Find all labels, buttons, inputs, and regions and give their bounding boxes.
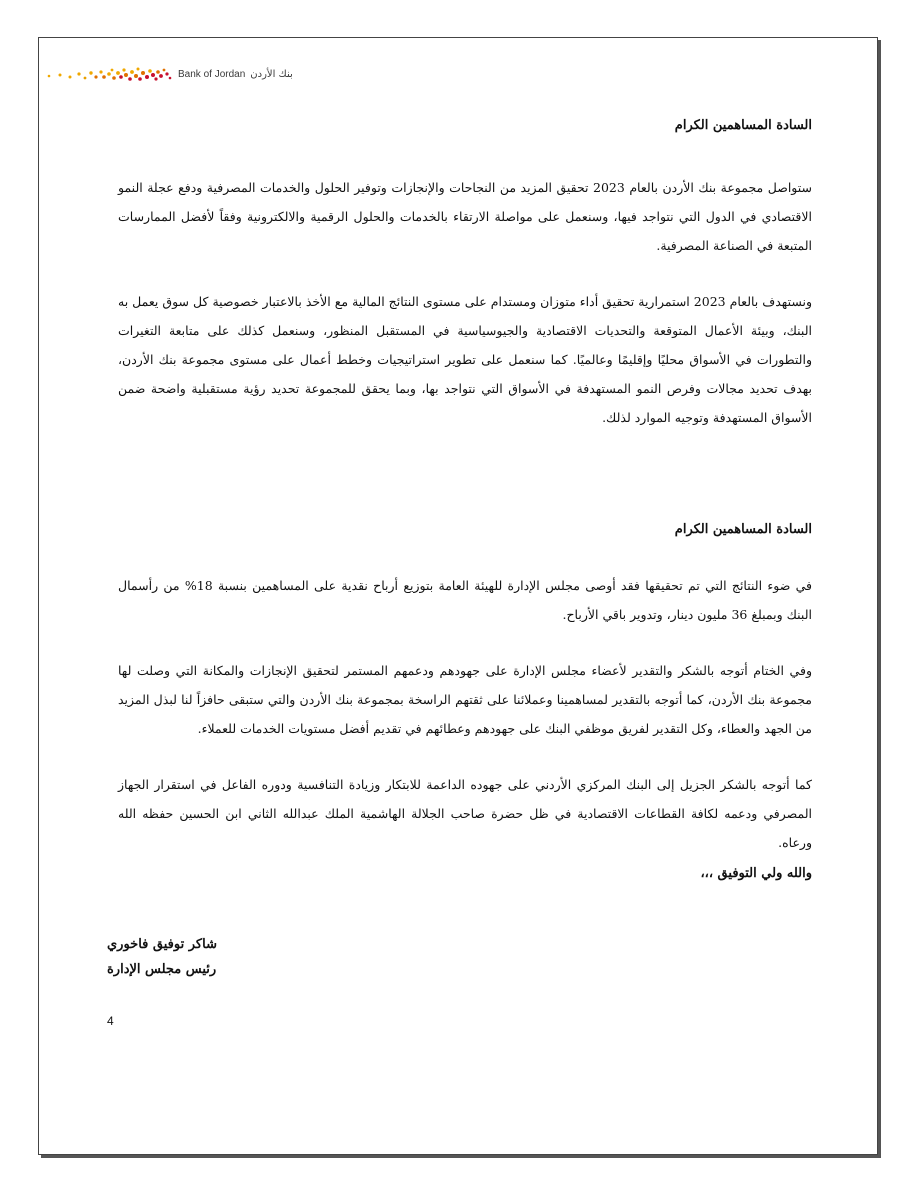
- dots-logo-icon: [46, 66, 174, 82]
- greeting-heading-2: السادة المساهمين الكرام: [674, 522, 812, 537]
- bank-logo: [46, 66, 293, 82]
- page-number: 4: [107, 1014, 114, 1028]
- logo-text-en: Bank of Jordan: [178, 68, 246, 80]
- greeting-heading-1: السادة المساهمين الكرام: [674, 118, 812, 133]
- closing-line: والله ولي التوفيق ،،،: [700, 866, 812, 881]
- signer-name: شاكر توفيق فاخوري: [107, 937, 217, 952]
- paragraph-2: ونستهدف بالعام 2023 استمرارية تحقيق أداء متوزان ومستدام على مستوى النتائج المالية مع الأخذ بالاعتبار خصوصية كل سوق يعمل به البنك، وبيئة الأعمال المتوقعة والتحديات الاقتصادية والجيوسياسية في المستقبل المنظور، وسنعمل كذلك على متابعة التغيرات والتطورات في الأسواق محليًا وإقليمًا وعالميًا. كما سنعمل على تطوير استراتيجيات وخطط أعمال على مستوى مجموعة بنك الأردن، بهدف تحديد مجالات وفرص النمو المستهدفة في الأسواق التي نتواجد بها، وبما يحقق للمجموعة تحديد رؤية مستقبلية واضحة ضمن الأسواق المستهدفة وتوجيه الموارد لذلك.: [118, 294, 813, 425]
- paragraph-1: ستواصل مجموعة بنك الأردن بالعام 2023 تحقيق المزيد من النجاحات والإنجازات وتوفير الحلول والخدمات المصرفية ودفع عجلة النمو الاقتصادي في الدول التي نتواجد فيها، وسنعمل على مواصلة الارتقاء بالخدمات والحلول الرقمية والالكترونية وفقاً لأفضل الممارسات المتبعة في الصناعة المصرفية.: [118, 180, 812, 253]
- signer-title: رئيس مجلس الإدارة: [107, 962, 217, 977]
- paragraph-5: كما أتوجه بالشكر الجزيل إلى البنك المركزي الأردني على جهوده الداعمة للابتكار وزيادة التنافسية ودوره الفاعل في استقرار الجهاز المصرفي ودعمه لكافة القطاعات الاقتصادية في ظل حضرة صاحب الجلالة الهاشمية الملك عبدالله الثاني ابن الحسين حفظه الله ورعاه.: [118, 777, 812, 850]
- logo-text-ar: بنك الأردن: [250, 68, 293, 80]
- paragraph-3: في ضوء النتائج التي تم تحقيقها فقد أوصى مجلس الإدارة للهيئة العامة بتوزيع أرباح نقدية على المساهمين بنسبة 18% من رأسمال البنك وبمبلغ 36 مليون دينار، وتدوير باقي الأرباح.: [118, 578, 812, 622]
- paragraph-4: وفي الختام أتوجه بالشكر والتقدير لأعضاء مجلس الإدارة على جهودهم ودعمهم المستمر لتحقيق الإنجازات والمكانة التي وصلت لها مجموعة بنك الأردن، كما أتوجه بالتقدير لمساهمينا وعملائنا على ثقتهم الراسخة بمجموعة بنك الأردن والتي ستبقى حافزاً لنا لبذل المزيد من الجهد والعطاء، وكل التقدير لفريق موظفي البنك على جهودهم وعطائهم في تقديم أفضل مستويات الخدمات للعملاء.: [118, 663, 812, 736]
